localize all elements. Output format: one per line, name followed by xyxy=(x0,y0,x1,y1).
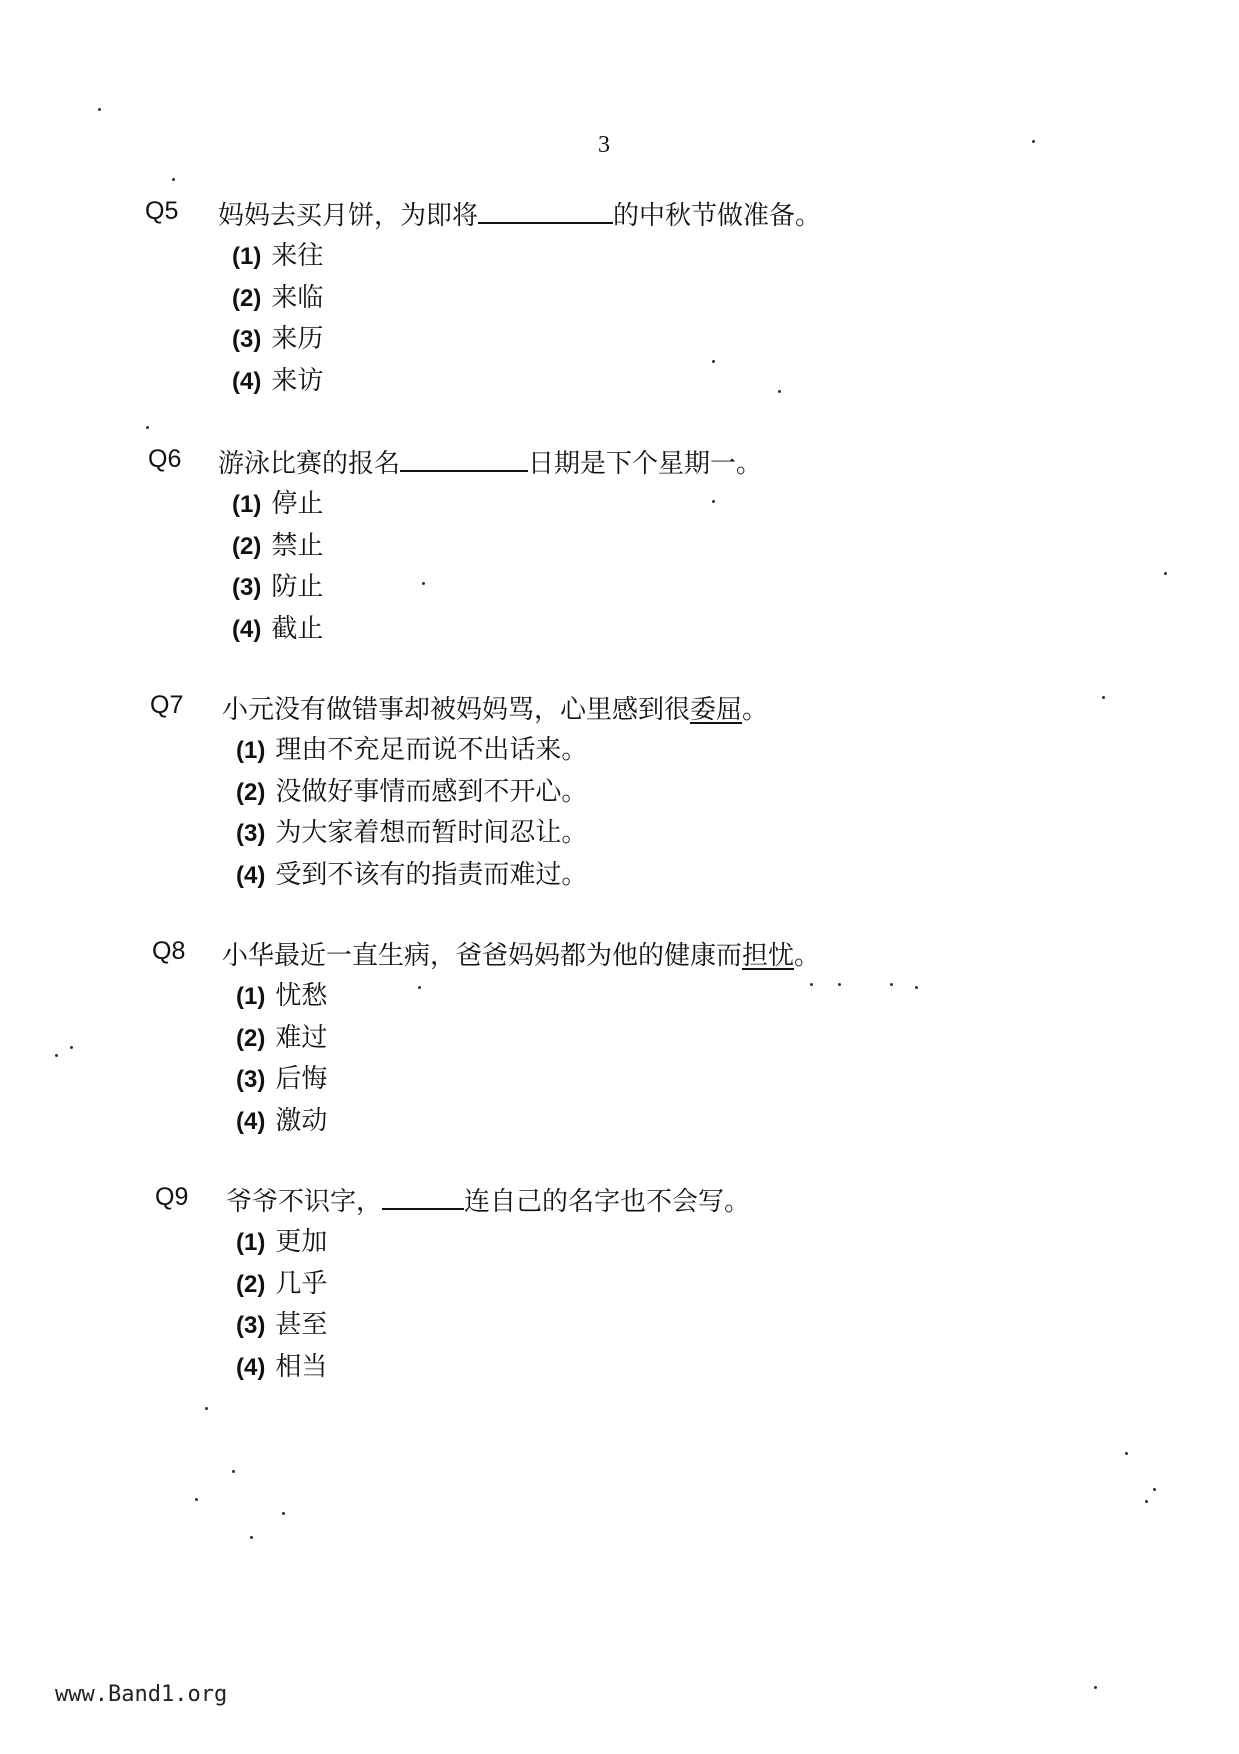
scan-speck xyxy=(1153,1488,1156,1491)
option-text: 更加 xyxy=(275,1227,328,1257)
option-text: 忧愁 xyxy=(275,981,328,1011)
options-list xyxy=(236,1221,327,1387)
question-label: Q6 xyxy=(148,445,182,473)
option-4 xyxy=(236,1346,327,1388)
option-1 xyxy=(236,729,587,771)
option-label: (1) xyxy=(236,737,266,764)
option-label: (4) xyxy=(236,861,266,889)
option-text: 禁止 xyxy=(271,530,324,561)
scan-speck xyxy=(1145,1500,1148,1503)
option-2 xyxy=(232,277,323,319)
scan-speck xyxy=(55,1054,58,1057)
scan-speck xyxy=(890,983,893,986)
option-text: 激动 xyxy=(275,1105,328,1136)
option-1 xyxy=(236,1221,327,1263)
option-4 xyxy=(232,608,323,650)
scan-speck xyxy=(232,1470,235,1473)
scan-speck xyxy=(282,1512,285,1515)
answer-blank xyxy=(478,200,613,224)
option-3 xyxy=(236,1304,327,1346)
option-1 xyxy=(232,235,323,277)
option-4 xyxy=(236,1100,327,1142)
underlined-word: 委屈 xyxy=(690,695,743,725)
option-text: 受到不该有的指责而难过。 xyxy=(275,859,588,890)
option-3 xyxy=(236,1058,327,1100)
option-2 xyxy=(232,525,323,567)
scan-speck xyxy=(915,986,918,989)
question-label: Q5 xyxy=(145,197,179,225)
question-text xyxy=(218,443,762,480)
question-text-after: 日期是下个星期一。 xyxy=(528,449,763,479)
question-text-after: 。 xyxy=(742,695,769,725)
option-text: 甚至 xyxy=(275,1310,328,1341)
option-4 xyxy=(232,360,323,402)
scan-speck xyxy=(146,426,149,429)
option-label: (4) xyxy=(236,1107,266,1135)
option-text: 来临 xyxy=(271,282,324,313)
question-text xyxy=(222,689,768,726)
option-2 xyxy=(236,1017,327,1059)
answer-blank xyxy=(382,1186,464,1210)
question-label: Q8 xyxy=(152,937,186,965)
question-text-after: 。 xyxy=(794,941,821,971)
options-list xyxy=(232,483,323,649)
question-text-before: 游泳比赛的报名 xyxy=(218,449,401,479)
scan-speck xyxy=(1102,696,1105,699)
scan-speck xyxy=(422,582,425,585)
option-text: 来历 xyxy=(271,324,324,355)
option-text: 截止 xyxy=(271,613,324,644)
option-text: 来访 xyxy=(271,365,324,396)
scan-speck xyxy=(1032,140,1035,143)
scan-speck xyxy=(1094,1686,1097,1689)
option-text: 没做好事情而感到不开心。 xyxy=(275,776,588,807)
scan-speck xyxy=(712,500,715,503)
option-label: (3) xyxy=(236,820,266,848)
option-label: (3) xyxy=(232,326,262,354)
option-label: (1) xyxy=(232,491,262,518)
option-label: (2) xyxy=(232,284,262,312)
page-number: 3 xyxy=(598,132,610,158)
options-list xyxy=(236,729,587,895)
scan-speck xyxy=(172,178,175,181)
option-2 xyxy=(236,1263,327,1305)
question-text xyxy=(226,1181,750,1218)
scan-speck xyxy=(98,108,101,111)
option-label: (3) xyxy=(236,1066,266,1094)
scan-speck xyxy=(712,360,715,363)
question-text-before: 妈妈去买月饼，为即将 xyxy=(218,201,479,231)
question-text-before: 小元没有做错事却被妈妈骂，心里感到很 xyxy=(222,695,691,725)
scan-speck xyxy=(70,1046,73,1049)
question-text-before: 小华最近一直生病，爸爸妈妈都为他的健康而 xyxy=(222,941,743,971)
option-3 xyxy=(236,812,587,854)
question-text xyxy=(218,195,821,232)
option-label: (4) xyxy=(232,367,262,395)
option-label: (2) xyxy=(236,1024,266,1052)
scan-speck xyxy=(778,390,781,393)
option-text: 为大家着想而暂时间忍让。 xyxy=(275,818,588,849)
option-label: (2) xyxy=(232,532,262,560)
question-text-after: 连自己的名字也不会写。 xyxy=(464,1187,751,1217)
option-text: 几乎 xyxy=(275,1268,328,1299)
option-text: 后悔 xyxy=(275,1064,328,1095)
option-4 xyxy=(236,854,587,896)
option-label: (2) xyxy=(236,1270,266,1298)
option-2 xyxy=(236,771,587,813)
option-label: (1) xyxy=(236,1229,266,1256)
option-label: (1) xyxy=(232,243,262,270)
option-text: 防止 xyxy=(271,572,324,603)
underlined-word: 担忧 xyxy=(742,941,795,971)
scan-speck xyxy=(1125,1452,1128,1455)
option-1 xyxy=(232,483,323,525)
option-text: 停止 xyxy=(271,489,324,519)
scan-speck xyxy=(1164,572,1167,575)
scan-speck xyxy=(195,1498,198,1501)
option-text: 相当 xyxy=(275,1351,328,1382)
scan-speck xyxy=(418,986,421,989)
question-label: Q7 xyxy=(150,691,184,719)
scan-speck xyxy=(838,983,841,986)
option-1 xyxy=(236,975,327,1017)
option-text: 理由不充足而说不出话来。 xyxy=(275,735,588,765)
options-list xyxy=(236,975,327,1141)
option-label: (4) xyxy=(232,615,262,643)
question-label: Q9 xyxy=(155,1183,189,1211)
options-list xyxy=(232,235,323,401)
option-text: 来往 xyxy=(271,241,324,271)
answer-blank xyxy=(400,448,528,472)
option-label: (4) xyxy=(236,1353,266,1381)
question-text xyxy=(222,935,820,972)
option-label: (1) xyxy=(236,983,266,1010)
scan-speck xyxy=(250,1536,253,1539)
footer-watermark: www.Band1.org xyxy=(55,1682,228,1707)
option-label: (2) xyxy=(236,778,266,806)
option-label: (3) xyxy=(236,1312,266,1340)
option-text: 难过 xyxy=(275,1022,328,1053)
option-3 xyxy=(232,566,323,608)
question-text-after: 的中秋节做准备。 xyxy=(613,201,822,231)
scan-speck xyxy=(810,983,813,986)
question-text-before: 爷爷不识字， xyxy=(226,1187,383,1217)
scan-speck xyxy=(205,1407,208,1410)
option-label: (3) xyxy=(232,574,262,602)
option-3 xyxy=(232,318,323,360)
